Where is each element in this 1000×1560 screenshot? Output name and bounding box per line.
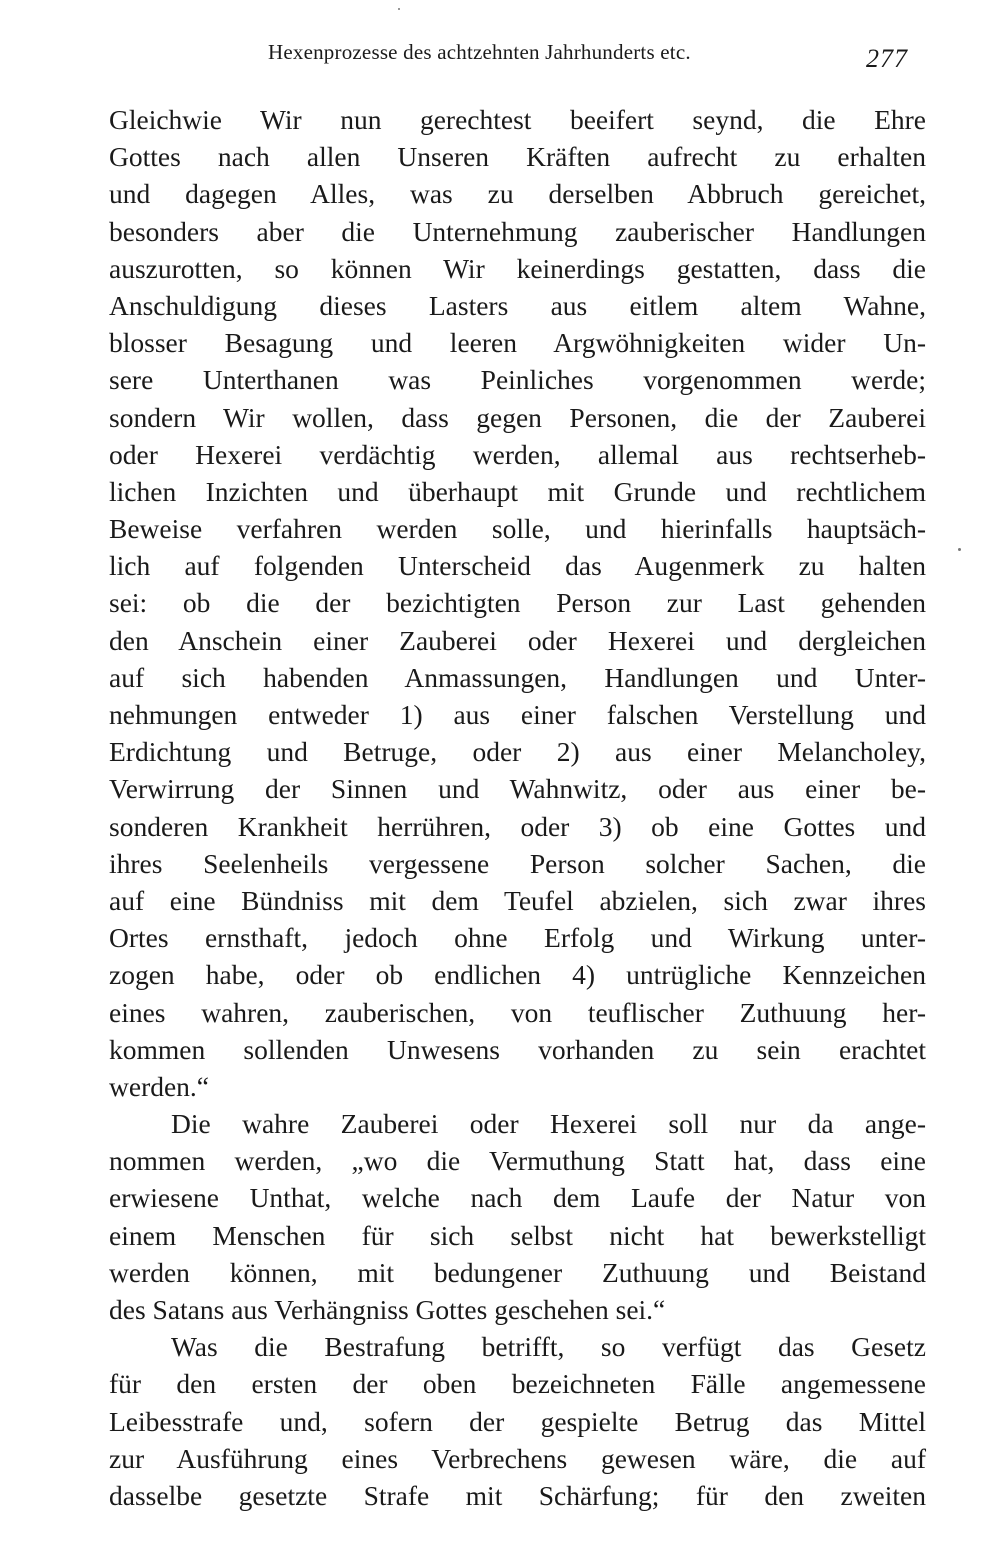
text-line: ihres Seelenheils vergessene Person solcher Sachen, die [109, 847, 926, 879]
text-line: oder Hexerei verdächtig werden, allemal aus rechtserheb- [109, 438, 926, 470]
text-line: Ortes ernsthaft, jedoch ohne Erfolg und Wirkung unter- [109, 922, 926, 954]
text-line: blosser Besagung und leeren Argwöhnigkeiten wider Un- [109, 327, 926, 359]
paragraph-start-line: Was die Bestrafung betrifft, so verfügt das Gesetz [171, 1331, 926, 1363]
text-line: Erdichtung und Betruge, oder 2) aus einer Melancholey, [109, 736, 926, 768]
text-line: Leibesstrafe und, sofern der gespielte Betrug das Mittel [109, 1405, 926, 1437]
text-line: nommen werden, „wo die Vermuthung Statt hat, dass eine [109, 1145, 926, 1177]
page-number: 277 [866, 44, 908, 73]
text-line: auf sich habenden Anmassungen, Handlungen und Unter- [109, 661, 926, 693]
text-line: lichen Inzichten und überhaupt mit Grunde und rechtlichem [109, 475, 926, 507]
text-line: kommen sollenden Unwesens vorhanden zu sein erachtet [109, 1033, 926, 1065]
text-line: sei: ob die der bezichtigten Person zur Last gehenden [109, 587, 926, 619]
text-line: Gleichwie Wir nun gerechtest beeifert seynd, die Ehre [109, 104, 926, 135]
paragraph-end-line: werden.“ [109, 1070, 210, 1102]
text-line: zur Ausführung eines Verbrechens gewesen wäre, die auf [109, 1442, 926, 1474]
text-line: sonderen Krankheit herrühren, oder 3) ob eine Gottes und [109, 810, 926, 842]
text-line: einem Menschen für sich selbst nicht hat bewerkstelligt [109, 1219, 926, 1251]
text-line: den Anschein einer Zauberei oder Hexerei und dergleichen [109, 624, 926, 656]
paragraph-end-line: des Satans aus Verhängniss Gottes geschehen sei.“ [109, 1294, 666, 1325]
text-line: Gottes nach allen Unseren Kräften aufrecht zu erhalten [109, 141, 926, 173]
text-line: erwiesene Unthat, welche nach dem Laufe der Natur von [109, 1182, 926, 1214]
text-line: und dagegen Alles, was zu derselben Abbruch gereichet, [109, 178, 926, 210]
text-line: lich auf folgenden Unterscheid das Augenmerk zu halten [109, 550, 926, 582]
text-line: besonders aber die Unternehmung zauberischer Handlungen [109, 215, 926, 247]
running-header [0, 40, 1000, 80]
text-line: sondern Wir wollen, dass gegen Personen, die der Zauberei [109, 401, 926, 433]
running-title: Hexenprozesse des achtzehnten Jahrhunderts etc. [268, 40, 691, 64]
text-line: auszurotten, so können Wir keinerdings gestatten, dass die [109, 252, 926, 284]
text-line: für den ersten der oben bezeichneten Fälle angemessene [109, 1368, 926, 1400]
text-line: Beweise verfahren werden solle, und hierinfalls hauptsäch- [109, 513, 926, 545]
stray-ink-mark [958, 548, 961, 551]
text-line: sere Unterthanen was Peinliches vorgenommen werde; [109, 364, 926, 396]
stray-ink-mark [398, 8, 400, 10]
text-line: dasselbe gesetzte Strafe mit Schärfung; für den zweiten [109, 1479, 926, 1511]
text-line: werden können, mit bedungener Zuthuung und Beistand [109, 1256, 926, 1288]
text-line: auf eine Bündniss mit dem Teufel abzielen, sich zwar ihres [109, 884, 926, 916]
text-line: Anschuldigung dieses Lasters aus eitlem altem Wahne, [109, 289, 926, 321]
paragraph-start-line: Die wahre Zauberei oder Hexerei soll nur da ange- [171, 1108, 926, 1140]
text-line: eines wahren, zauberischen, von teuflischer Zuthuung her- [109, 996, 926, 1028]
text-line: Verwirrung der Sinnen und Wahnwitz, oder aus einer be- [109, 773, 926, 805]
text-line: zogen habe, oder ob endlichen 4) untrügliche Kennzeichen [109, 959, 926, 991]
body-text [109, 101, 926, 1514]
text-line: nehmungen entweder 1) aus einer falschen Verstellung und [109, 699, 926, 730]
